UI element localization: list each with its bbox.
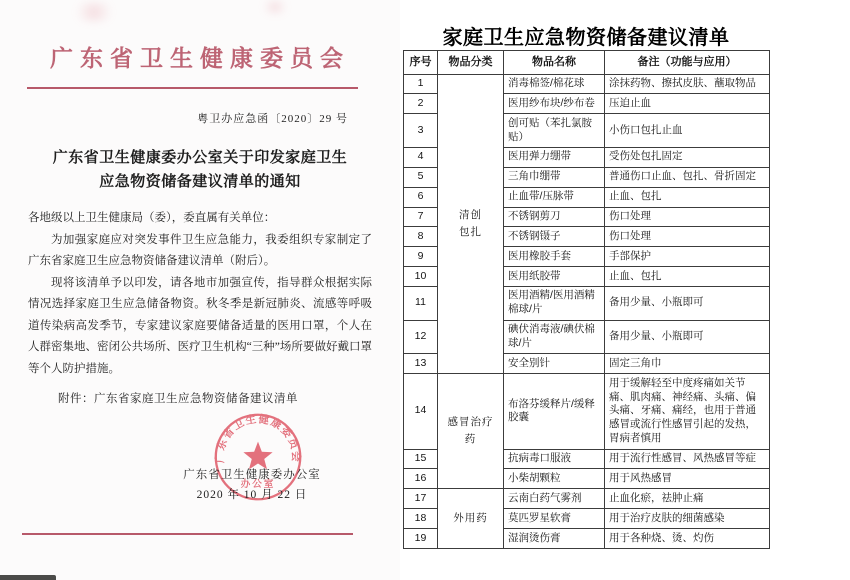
item-name-cell: 医用纱布块/纱布卷	[504, 94, 605, 114]
remarks-cell: 固定三角巾	[605, 354, 770, 374]
notice-title-line1: 广东省卫生健康委办公室关于印发家庭卫生	[52, 149, 348, 166]
remarks-cell: 手部保护	[605, 247, 770, 267]
supplies-table-body	[404, 74, 770, 548]
notice-title	[24, 146, 376, 195]
serial-number-cell: 13	[404, 354, 438, 374]
header-item-name: 物品名称	[504, 51, 605, 75]
serial-number-cell: 10	[404, 267, 438, 287]
item-name-cell: 三角巾绷带	[504, 167, 605, 187]
item-name-cell: 医用酒精/医用酒精棉球/片	[504, 286, 605, 320]
table-row	[404, 489, 770, 509]
item-name-cell: 消毒棉签/棉花球	[504, 74, 605, 94]
document-number: 粤卫办应急函〔2020〕29 号	[197, 113, 348, 125]
header-remarks: 备注（功能与应用）	[605, 51, 770, 75]
agency-letterhead: 广东省卫生健康委员会	[50, 46, 350, 71]
attachment-line: 附件：广东省家庭卫生应急物资储备建议清单	[58, 393, 298, 405]
remarks-cell: 小伤口包扎止血	[605, 114, 770, 148]
serial-number-cell: 8	[404, 227, 438, 247]
remarks-cell: 用于缓解轻至中度疼痛如关节痛、肌肉痛、神经痛、头痛、偏头痛、牙痛、痛经，也用于普通感冒或流行性感冒引起的发热，胃病者慎用	[605, 374, 770, 449]
serial-number-cell: 7	[404, 207, 438, 227]
item-name-cell: 不锈钢镊子	[504, 227, 605, 247]
header-serial-number: 序号	[404, 51, 438, 75]
serial-number-cell: 5	[404, 167, 438, 187]
remarks-cell: 压迫止血	[605, 94, 770, 114]
remarks-cell: 用于风热感冒	[605, 469, 770, 489]
signing-date: 2020 年 10 月 22 日	[196, 489, 308, 501]
item-name-cell: 布洛芬缓释片/缓释胶囊	[504, 374, 605, 449]
seal-office-text: 办公室	[240, 478, 276, 490]
item-name-cell: 不锈钢剪刀	[504, 207, 605, 227]
remarks-cell: 止血、包扎	[605, 267, 770, 287]
supplies-list-document	[400, 0, 850, 580]
serial-number-cell: 16	[404, 469, 438, 489]
serial-number-cell: 14	[404, 374, 438, 449]
remarks-cell: 止血、包扎	[605, 187, 770, 207]
table-row	[404, 74, 770, 94]
remarks-cell: 涂抹药物、擦拭皮肤、蘸取物品	[605, 74, 770, 94]
remarks-cell: 备用少量、小瓶即可	[605, 320, 770, 354]
item-name-cell: 小柴胡颗粒	[504, 469, 605, 489]
serial-number-cell: 3	[404, 114, 438, 148]
remarks-cell: 用于流行性感冒、风热感冒等症	[605, 449, 770, 469]
item-name-cell: 湿润烫伤膏	[504, 529, 605, 549]
remarks-cell: 伤口处理	[605, 227, 770, 247]
notice-paragraph-1: 为加强家庭应对突发事件卫生应急能力，我委组织专家制定了广东省家庭卫生应急物资储备建议清单（附后）。	[28, 233, 372, 267]
notice-body	[28, 208, 372, 380]
table-header-row	[404, 51, 770, 75]
photo-edge-artifact	[0, 575, 56, 580]
item-name-cell: 医用弹力绷带	[504, 147, 605, 167]
item-name-cell: 创可贴（苯扎氯胺贴）	[504, 114, 605, 148]
serial-number-cell: 11	[404, 286, 438, 320]
remarks-cell: 伤口处理	[605, 207, 770, 227]
serial-number-cell: 18	[404, 509, 438, 529]
stamp-smudge	[260, 0, 290, 14]
supplies-table	[403, 50, 770, 549]
serial-number-cell: 12	[404, 320, 438, 354]
serial-number-cell: 2	[404, 94, 438, 114]
remarks-cell: 止血化瘀，祛肿止痛	[605, 489, 770, 509]
serial-number-cell: 1	[404, 74, 438, 94]
remarks-cell: 用于治疗皮肤的细菌感染	[605, 509, 770, 529]
remarks-cell: 备用少量、小瓶即可	[605, 286, 770, 320]
notice-paragraph-2: 现将该清单予以印发，请各地市加强宣传，指导群众根据实际情况选择家庭卫生应急储备物资。秋冬季是新冠肺炎、流感等呼吸道传染病高发季节，专家建议家庭要储备适量的医用口罩，个人在人群密集地、密闭公共场所、医疗卫生机构“三种”场所要做好戴口罩等个人防护措施。	[28, 276, 372, 375]
serial-number-cell: 17	[404, 489, 438, 509]
serial-number-cell: 9	[404, 247, 438, 267]
official-notice-document	[0, 0, 400, 580]
table-title: 家庭卫生应急物资储备建议清单	[442, 27, 730, 49]
table-row	[404, 374, 770, 449]
category-cell: 感冒治疗药	[438, 374, 504, 489]
recipient-line: 各地级以上卫生健康局（委），委直属有关单位：	[28, 212, 276, 224]
remarks-cell: 用于各种烧、烫、灼伤	[605, 529, 770, 549]
seal-ring-text: 广东省卫生健康委员会	[215, 414, 301, 464]
signing-office: 广东省卫生健康委办公室	[183, 469, 321, 481]
stamp-smudge	[70, 2, 118, 22]
header-item-category: 物品分类	[438, 51, 504, 75]
item-name-cell: 抗病毒口服液	[504, 449, 605, 469]
remarks-cell: 普通伤口止血、包扎、骨折固定	[605, 167, 770, 187]
letterhead-divider	[27, 87, 358, 89]
serial-number-cell: 6	[404, 187, 438, 207]
remarks-cell: 受伤处包扎固定	[605, 147, 770, 167]
item-name-cell: 莫匹罗星软膏	[504, 509, 605, 529]
item-name-cell: 医用橡胶手套	[504, 247, 605, 267]
category-cell: 清创 包扎	[438, 74, 504, 374]
serial-number-cell: 15	[404, 449, 438, 469]
item-name-cell: 碘伏消毒液/碘伏棉球/片	[504, 320, 605, 354]
item-name-cell: 云南白药气雾剂	[504, 489, 605, 509]
category-cell: 外用药	[438, 489, 504, 549]
serial-number-cell: 19	[404, 529, 438, 549]
notice-title-line2: 应急物资储备建议清单的通知	[99, 173, 301, 191]
footer-divider	[22, 533, 353, 535]
item-name-cell: 医用纸胶带	[504, 267, 605, 287]
serial-number-cell: 4	[404, 147, 438, 167]
item-name-cell: 安全别针	[504, 354, 605, 374]
item-name-cell: 止血带/压脉带	[504, 187, 605, 207]
